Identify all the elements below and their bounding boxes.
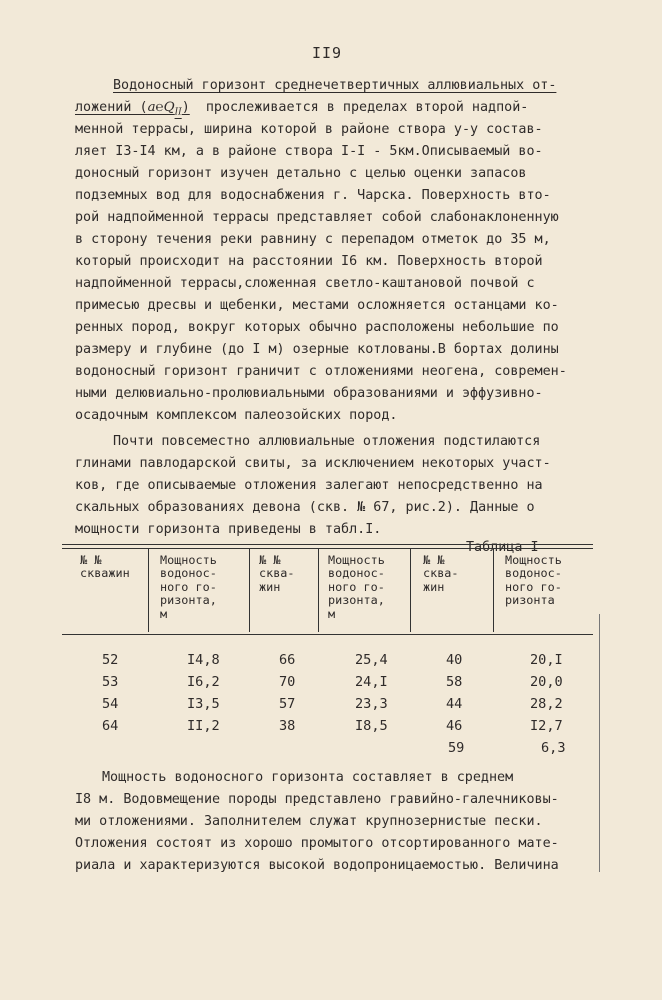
table-cell: 40: [446, 652, 463, 668]
table-cell: 20,I: [530, 652, 563, 668]
table-cell: I2,7: [530, 718, 563, 734]
table-cell: 70: [279, 674, 296, 690]
para1-line: примесью дресвы и щебенки, местами осложняется останцами ко-: [75, 298, 559, 313]
table-cell: II,2: [187, 718, 220, 734]
table-cell: I3,5: [187, 696, 220, 712]
table-cell: 53: [102, 674, 119, 690]
table-cell: 52: [102, 652, 119, 668]
para1-line: ными делювиально-пролювиальными образованиями и эффузивно-: [75, 386, 543, 401]
handwritten-index-sub: II: [174, 107, 182, 118]
para1-line-2-rest: прослеживается в пределах второй надпой-: [205, 100, 529, 115]
table-cell: 38: [279, 718, 296, 734]
table-column-divider: [493, 548, 494, 632]
table-column-divider: [318, 548, 319, 632]
table-header-cell: Мощность водонос- ного го- ризонта, м: [160, 553, 217, 621]
para1-line: доносный горизонт изучен детально с целью оценки запасов: [75, 166, 527, 181]
para1-line: который происходит на расстоянии I6 км. Поверхность второй: [75, 254, 543, 269]
table-cell: 24,I: [355, 674, 388, 690]
para1-line: менной террасы, ширина которой в районе створа у-у состав-: [75, 122, 543, 137]
para2-line: глинами павлодарской свиты, за исключением некоторых участ-: [75, 456, 551, 471]
table-cell: I4,8: [187, 652, 220, 668]
para3-line: ми отложениями. Заполнителем служат крупнозернистые пески.: [75, 814, 543, 829]
table-cell: 20,0: [530, 674, 563, 690]
handwritten-index: a℮Q: [147, 100, 175, 115]
table-top-rule: [62, 544, 593, 545]
table-cell: 59: [448, 740, 465, 756]
table-cell: 66: [279, 652, 296, 668]
table-cell: I6,2: [187, 674, 220, 690]
para2-line: мощности горизонта приведены в табл.I.: [75, 522, 382, 537]
page-number: II9: [312, 44, 343, 62]
para1-line: надпойменной террасы,сложенная светло-каштановой почвой с: [75, 276, 535, 291]
table-cell: 57: [279, 696, 296, 712]
table-header-cell: Мощность водонос- ного го- ризонта, м: [328, 553, 385, 621]
table-header-cell: № № скважин: [80, 553, 130, 581]
para3-line: риала и характеризуются высокой водопроницаемостью. Величина: [75, 858, 559, 873]
table-cell: 54: [102, 696, 119, 712]
para1-line: осадочным комплексом палеозойских пород.: [75, 408, 398, 423]
para3-line: Отложения состоят из хорошо промытого отсортированного мате-: [75, 836, 559, 851]
para2-line: Почти повсеместно аллювиальные отложения подстилаются: [113, 434, 541, 449]
table-column-divider: [249, 548, 250, 632]
para1-line-2-start: ложений (: [75, 100, 148, 115]
margin-pencil-line: [599, 614, 600, 872]
table-header-rule: [62, 634, 593, 635]
para1-line-2: [75, 100, 528, 121]
table-header-cell: № № сква- жин: [423, 553, 459, 594]
table-cell: 28,2: [530, 696, 563, 712]
para1-line-1: Водоносный горизонт среднечетвертичных аллювиальных от-: [113, 78, 557, 93]
table-cell: 64: [102, 718, 119, 734]
para2-line: скальных образованиях девона (скв. № 67, рис.2). Данные о: [75, 500, 535, 515]
table-top-rule-2: [62, 548, 593, 549]
para1-line: ляет I3-I4 км, а в районе створа I-I - 5км.Описываемый во-: [75, 144, 543, 159]
para3-line: I8 м. Водовмещение породы представлено гравийно-галечниковы-: [75, 792, 559, 807]
table-cell: 44: [446, 696, 463, 712]
para1-line: в сторону течения реки равнину с перепадом отметок до 35 м,: [75, 232, 551, 247]
table-cell: I8,5: [355, 718, 388, 734]
table-header-cell: № № сква- жин: [259, 553, 295, 594]
table-cell: 46: [446, 718, 463, 734]
para1-line: подземных вод для водоснабжения г. Чарска. Поверхность вто-: [75, 188, 551, 203]
para1-line: ренных пород, вокруг которых обычно расположены небольшие по: [75, 320, 559, 335]
table-cell: 25,4: [355, 652, 388, 668]
para1-line: водоносный горизонт граничит с отложениями неогена, современ-: [75, 364, 567, 379]
table-header-cell: Мощность водонос- ного го- ризонта: [505, 553, 562, 608]
para1-line-2-close: ): [181, 100, 190, 115]
table-cell: 23,3: [355, 696, 388, 712]
table-cell: 58: [446, 674, 463, 690]
para1-line: размеру и глубине (до I м) озерные котлованы.В бортах долины: [75, 342, 559, 357]
table-column-divider: [410, 548, 411, 632]
para3-line: Мощность водоносного горизонта составляет в среднем: [102, 770, 514, 785]
para1-line: рой надпойменной террасы представляет собой слабонаклоненную: [75, 210, 559, 225]
table-column-divider: [148, 548, 149, 632]
table-cell: 6,3: [541, 740, 566, 756]
table-caption: Таблица I: [466, 540, 539, 555]
para2-line: ков, где описываемые отложения залегают непосредственно на: [75, 478, 543, 493]
